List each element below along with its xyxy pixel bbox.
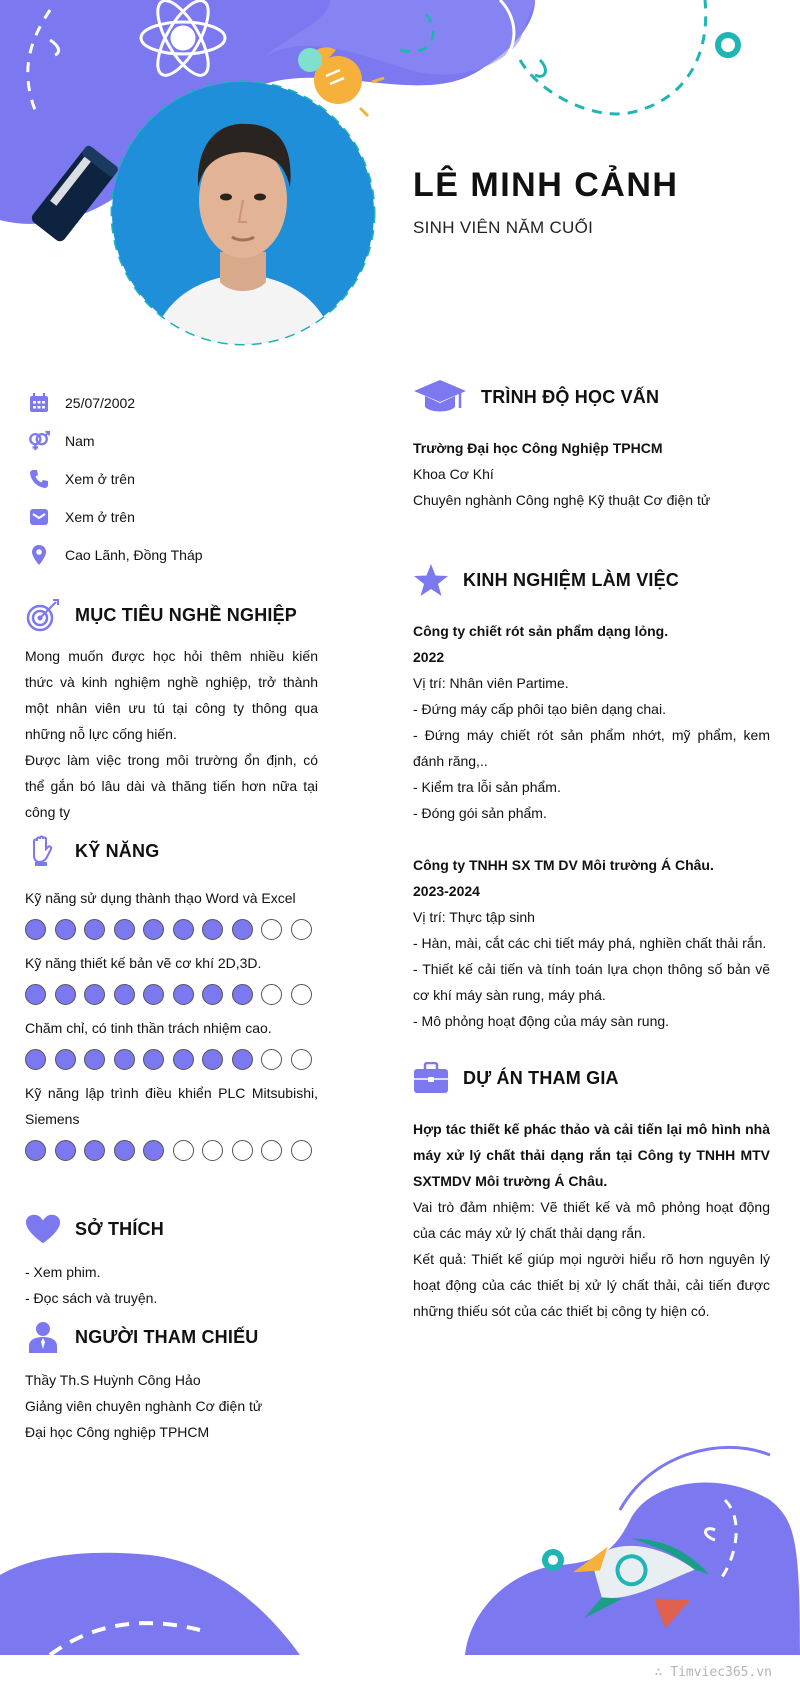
job-period: 2023-2024	[413, 883, 480, 899]
job-duty: - Đóng gói sản phẩm.	[413, 805, 547, 821]
skill-dot-filled	[84, 1049, 105, 1070]
education-faculty: Khoa Cơ Khí	[413, 466, 494, 482]
contact-list	[28, 384, 318, 574]
project-result: Kết quả: Thiết kế giúp mọi người hiểu rõ hơn nguyên lý hoạt động của các thiết bị xử lý chất thải, cải tiến được những thiếu sót của các thiết bị công ty hiện có.	[413, 1251, 770, 1319]
skill-dot-filled	[114, 984, 135, 1005]
skill-dot-filled	[25, 1140, 46, 1161]
skill-dot-filled	[114, 1140, 135, 1161]
reference-line: Đại học Công nghiệp TPHCM	[25, 1424, 210, 1440]
education-major: Chuyên nghành Công nghệ Kỹ thuật Cơ điện tử	[413, 492, 711, 508]
calendar-icon	[28, 392, 50, 414]
education-school: Trường Đại học Công Nghiệp TPHCM	[413, 440, 663, 456]
skill-dot-filled	[232, 1049, 253, 1070]
skill-dot-filled	[25, 1049, 46, 1070]
contact-email	[28, 498, 318, 536]
references-title: NGƯỜI THAM CHIẾU	[75, 1326, 259, 1347]
skill-dot-empty	[261, 1140, 282, 1161]
hand-icon	[25, 833, 61, 869]
hobby-item: - Xem phim.	[25, 1264, 101, 1280]
job-period: 2022	[413, 649, 445, 665]
skill-dot-filled	[173, 1049, 194, 1070]
skill-dot-filled	[202, 984, 223, 1005]
skill-dot-filled	[232, 984, 253, 1005]
skill-dot-filled	[232, 919, 253, 940]
experience-section	[413, 560, 770, 1034]
hobbies-title: SỞ THÍCH	[75, 1218, 164, 1239]
contact-address	[28, 536, 318, 574]
skill-item	[25, 885, 318, 940]
job-company: Công ty TNHH SX TM DV Môi trường Á Châu.	[413, 857, 714, 873]
briefcase-icon	[413, 1060, 449, 1096]
skill-dot-filled	[114, 919, 135, 940]
skill-dot-filled	[55, 1140, 76, 1161]
objective-paragraph-1: Mong muốn được học hỏi thêm nhiều kiến thức và kinh nghiệm nghề nghiệp, trở thành một nhân viên ưu tú tại công ty thông qua những nỗ lực cống hiến.	[25, 648, 318, 742]
gender-icon	[28, 430, 50, 452]
gender-value: Nam	[65, 433, 95, 449]
phone-value: Xem ở trên	[65, 471, 135, 487]
job-item	[413, 618, 770, 826]
skills-title: KỸ NĂNG	[75, 840, 160, 861]
job-company: Công ty chiết rót sản phẩm dạng lỏng.	[413, 623, 669, 639]
skill-dot-empty	[173, 1140, 194, 1161]
skill-dot-filled	[143, 919, 164, 940]
portrait-illustration	[112, 82, 374, 344]
skill-dot-filled	[55, 1049, 76, 1070]
email-value: Xem ở trên	[65, 509, 135, 525]
skill-name: Kỹ năng sử dụng thành thạo Word và Excel	[25, 890, 296, 906]
hobbies-section	[25, 1209, 318, 1311]
hobby-item: - Đọc sách và truyện.	[25, 1290, 158, 1306]
person-icon	[25, 1319, 61, 1355]
education-section	[413, 377, 770, 513]
graduation-cap-icon	[413, 379, 467, 415]
birthday-value: 25/07/2002	[65, 395, 136, 411]
skill-item	[25, 1080, 318, 1161]
job-duty: - Đứng máy cấp phôi tạo biên dạng chai.	[413, 701, 666, 717]
contact-birthday	[28, 384, 318, 422]
skill-dot-filled	[143, 984, 164, 1005]
bottom-decoration	[0, 1440, 800, 1682]
experience-title: KINH NGHIỆM LÀM VIỆC	[463, 569, 680, 590]
job-position: Vị trí: Nhân viên Partime.	[413, 675, 569, 691]
location-pin-icon	[28, 544, 50, 566]
project-role: Vai trò đảm nhiệm: Vẽ thiết kế và mô phỏng hoạt động của các máy xử lý chất thải dạng rắn.	[413, 1199, 770, 1241]
skill-dot-empty	[291, 1049, 312, 1070]
star-icon	[413, 562, 449, 598]
job-duty: - Kiểm tra lỗi sản phẩm.	[413, 779, 561, 795]
skill-rating	[25, 984, 318, 1005]
skill-dot-filled	[173, 919, 194, 940]
skill-dot-filled	[55, 984, 76, 1005]
contact-gender	[28, 422, 318, 460]
skill-dot-empty	[261, 984, 282, 1005]
skill-dot-empty	[261, 919, 282, 940]
target-icon	[25, 597, 61, 633]
skill-dot-filled	[114, 1049, 135, 1070]
project-name: Hợp tác thiết kế phác thảo và cải tiến lại mô hình nhà máy xử lý chất thải dạng rắn tại Công ty TNHH MTV SXTMDV Môi trường Á Châu.	[413, 1121, 770, 1189]
skill-dot-empty	[291, 1140, 312, 1161]
skill-dot-empty	[291, 984, 312, 1005]
skill-dot-filled	[84, 984, 105, 1005]
bottom-left-blob	[0, 1553, 300, 1655]
skill-name: Kỹ năng lập trình điều khiển PLC Mitsubishi, Siemens	[25, 1085, 318, 1127]
skills-section	[25, 831, 318, 1171]
projects-section	[413, 1058, 770, 1324]
skill-dot-filled	[202, 919, 223, 940]
objective-title: MỤC TIÊU NGHỀ NGHIỆP	[75, 604, 298, 625]
candidate-role: SINH VIÊN NĂM CUỐI	[413, 218, 594, 237]
skill-dot-filled	[84, 1140, 105, 1161]
skill-dot-filled	[173, 984, 194, 1005]
skill-rating	[25, 1140, 318, 1161]
skill-dot-filled	[202, 1049, 223, 1070]
small-teal-ring	[545, 1552, 561, 1568]
projects-title: DỰ ÁN THAM GIA	[463, 1067, 619, 1088]
skill-name: Kỹ năng thiết kế bản vẽ cơ khí 2D,3D.	[25, 955, 262, 971]
skill-dot-filled	[25, 919, 46, 940]
skill-dot-filled	[84, 919, 105, 940]
address-value: Cao Lãnh, Đồng Tháp	[65, 547, 203, 563]
skill-rating	[25, 1049, 318, 1070]
skill-dot-filled	[143, 1140, 164, 1161]
skill-dot-filled	[55, 919, 76, 940]
skill-item	[25, 950, 318, 1005]
contact-phone	[28, 460, 318, 498]
skill-dot-empty	[261, 1049, 282, 1070]
email-icon	[28, 506, 50, 528]
skill-name: Chăm chỉ, có tinh thần trách nhiệm cao.	[25, 1020, 272, 1036]
skill-dot-empty	[232, 1140, 253, 1161]
watermark: ∴ Timviec365.vn	[654, 1665, 772, 1680]
skill-dot-empty	[291, 919, 312, 940]
objective-paragraph-2: Được làm việc trong môi trường ổn định, có thể gắn bó lâu dài và thăng tiến hơn nữa tại công ty	[25, 752, 318, 820]
reference-line: Thầy Th.S Huỳnh Công Hảo	[25, 1372, 201, 1388]
education-title: TRÌNH ĐỘ HỌC VẤN	[481, 386, 660, 407]
reference-line: Giảng viên chuyên nghành Cơ điện tử	[25, 1398, 263, 1414]
skill-item	[25, 1015, 318, 1070]
references-section	[25, 1317, 318, 1445]
skill-dot-empty	[202, 1140, 223, 1161]
objective-section	[25, 595, 318, 825]
skill-rating	[25, 919, 318, 940]
avatar	[112, 82, 374, 344]
job-duty: - Thiết kế cải tiến và tính toán lựa chọn thông số bản vẽ cơ khí máy sàn rung, máy phá.	[413, 961, 770, 1003]
job-duty: - Đứng máy chiết rót sản phẩm nhớt, mỹ phẩm, kem đánh răng,..	[413, 727, 770, 769]
job-position: Vị trí: Thực tập sinh	[413, 909, 535, 925]
candidate-name: LÊ MINH CẢNH	[413, 166, 679, 204]
job-duty: - Mô phỏng hoạt động của máy sàn rung.	[413, 1013, 670, 1029]
job-item	[413, 852, 770, 1034]
skills-list	[25, 885, 318, 1161]
skill-dot-filled	[143, 1049, 164, 1070]
skill-dot-filled	[25, 984, 46, 1005]
phone-icon	[28, 468, 50, 490]
job-duty: - Hàn, mài, cắt các chi tiết máy phá, nghiền chất thải rắn.	[413, 935, 767, 951]
teal-ring-icon	[718, 35, 738, 55]
heart-icon	[25, 1211, 61, 1247]
